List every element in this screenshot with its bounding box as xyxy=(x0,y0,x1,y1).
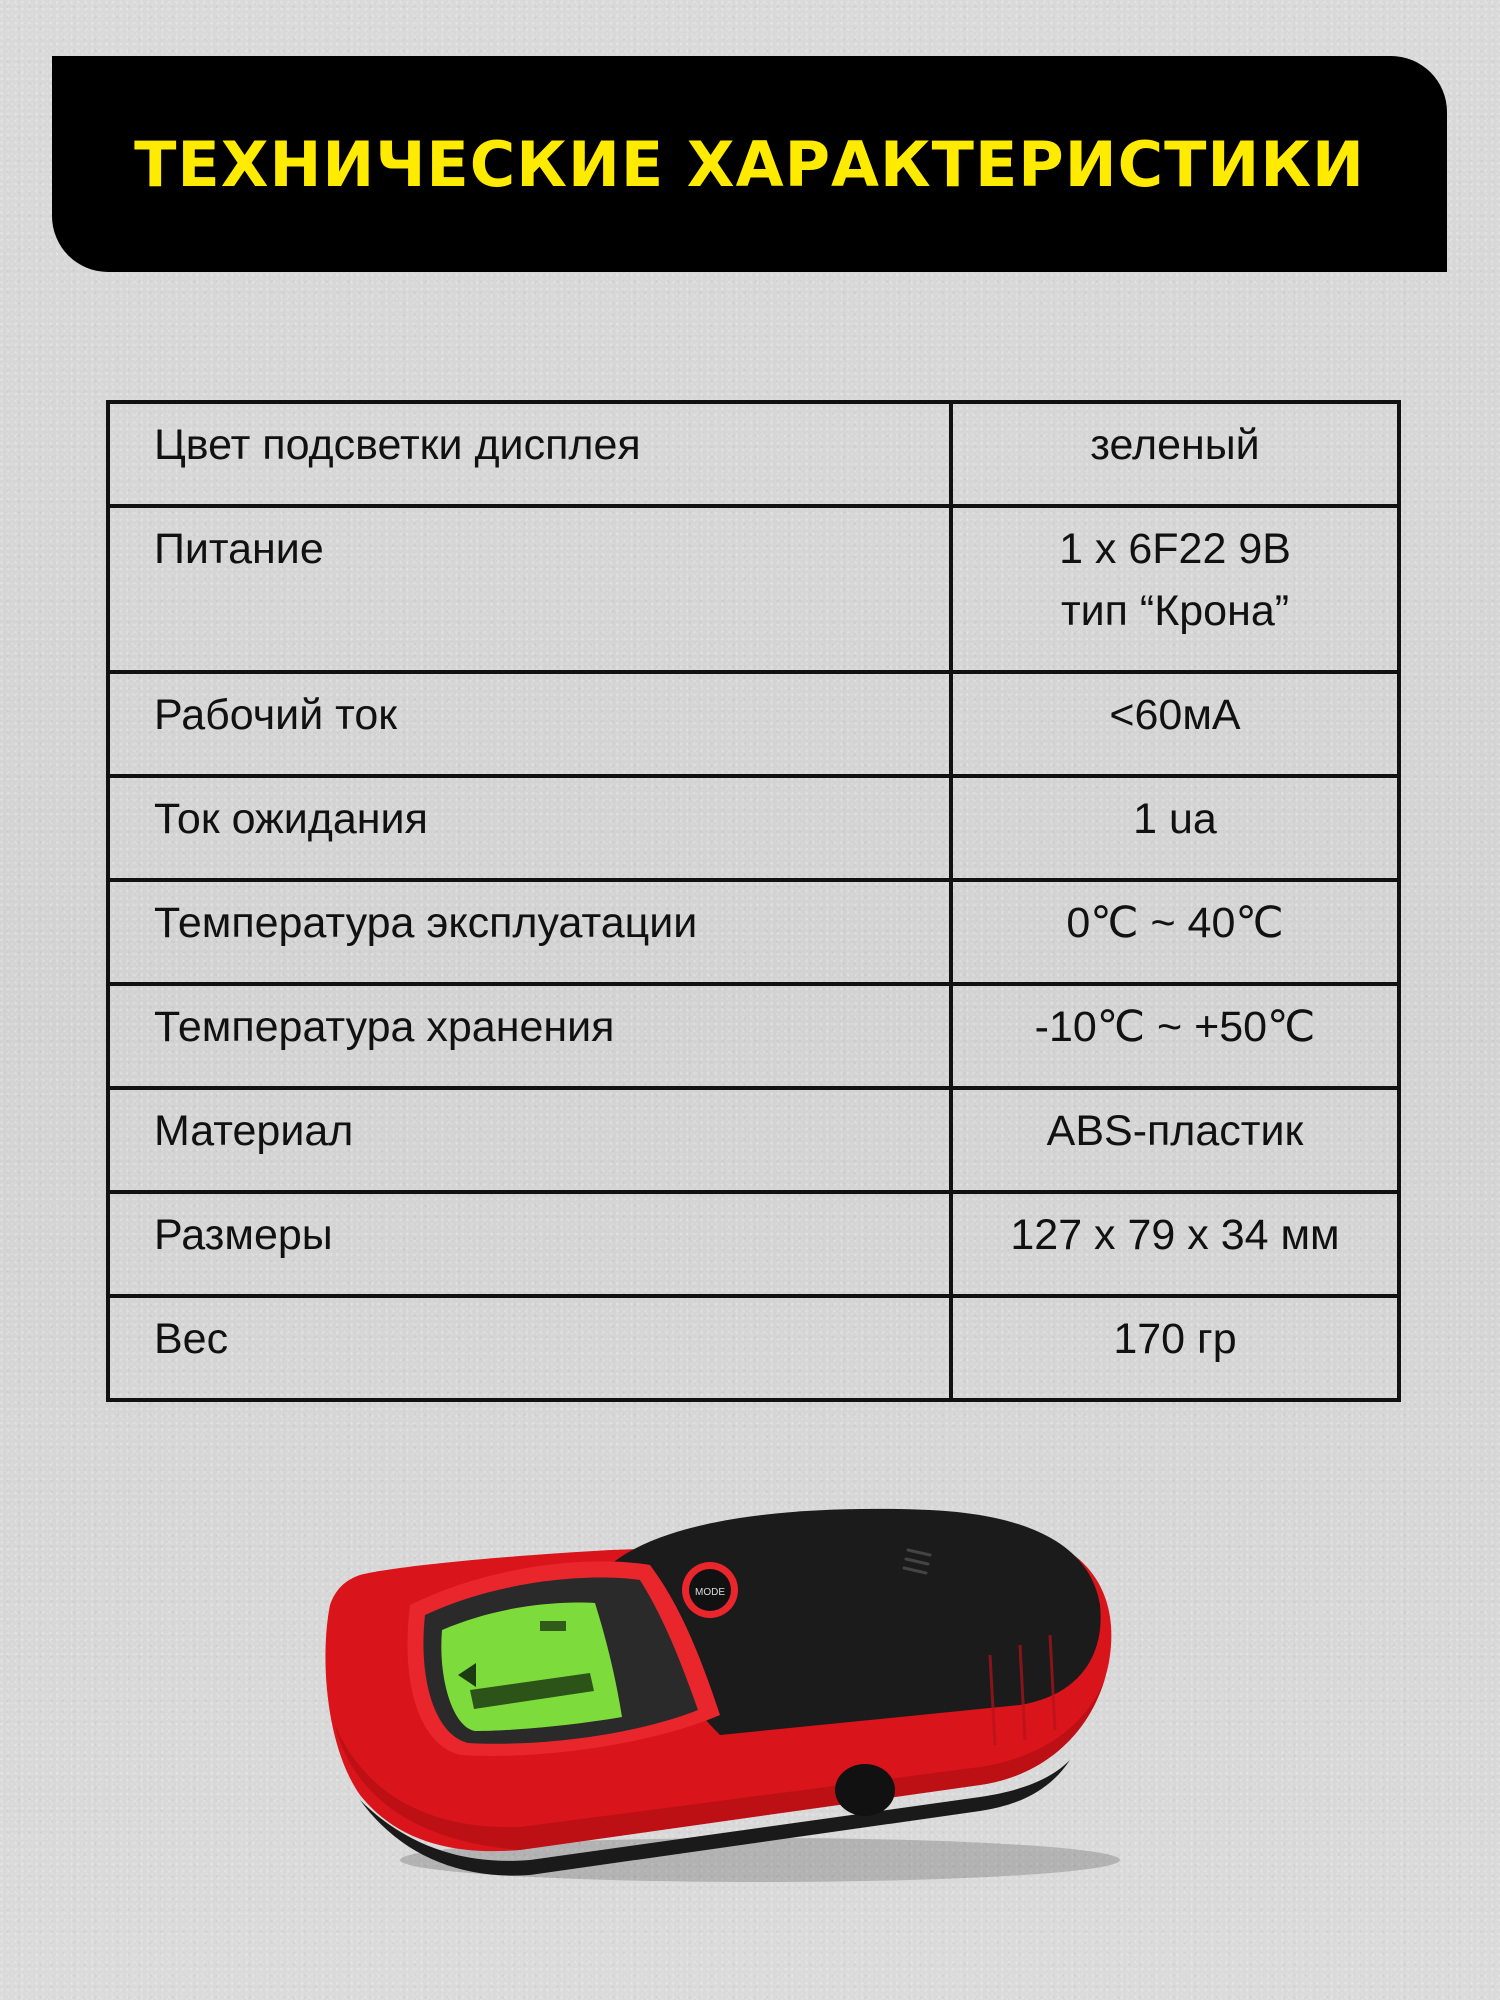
spec-label: Температура эксплуатации xyxy=(108,880,951,984)
spec-value: ABS-пластик xyxy=(951,1088,1399,1192)
spec-value: 1 ua xyxy=(951,776,1399,880)
spec-label: Материал xyxy=(108,1088,951,1192)
spec-value: 170 гр xyxy=(951,1296,1399,1400)
spec-label: Питание xyxy=(108,506,951,672)
spec-value: 127 х 79 х 34 мм xyxy=(951,1192,1399,1296)
spec-label: Температура хранения xyxy=(108,984,951,1088)
spec-label: Вес xyxy=(108,1296,951,1400)
spec-row-standby-current xyxy=(108,776,1399,880)
spec-row-power xyxy=(108,506,1399,672)
spec-label: Рабочий ток xyxy=(108,672,951,776)
page-title: ТЕХНИЧЕСКИЕ ХАРАКТЕРИСТИКИ xyxy=(134,127,1365,201)
spec-row-operating-temperature xyxy=(108,880,1399,984)
spec-label: Цвет подсветки дисплея xyxy=(108,402,951,506)
spec-table xyxy=(106,400,1401,1402)
spec-value: зеленый xyxy=(951,402,1399,506)
spec-row-dimensions xyxy=(108,1192,1399,1296)
spec-value: 0℃ ~ 40℃ xyxy=(951,880,1399,984)
product-image xyxy=(290,1455,1190,1895)
spec-row-weight xyxy=(108,1296,1399,1400)
spec-value: <60мА xyxy=(951,672,1399,776)
mode-button-label: MODE xyxy=(695,1587,725,1598)
spec-row-storage-temperature xyxy=(108,984,1399,1088)
spec-value: -10℃ ~ +50℃ xyxy=(951,984,1399,1088)
display-screen xyxy=(441,1603,622,1731)
spec-row-operating-current xyxy=(108,672,1399,776)
side-button xyxy=(835,1764,895,1816)
spec-row-material xyxy=(108,1088,1399,1192)
spec-value: 1 х 6F22 9В тип “Крона” xyxy=(951,506,1399,672)
header-banner xyxy=(52,56,1447,272)
spec-label: Ток ожидания xyxy=(108,776,951,880)
spec-label: Размеры xyxy=(108,1192,951,1296)
wall-scanner-device xyxy=(290,1455,1190,1895)
spec-row-backlight xyxy=(108,402,1399,506)
